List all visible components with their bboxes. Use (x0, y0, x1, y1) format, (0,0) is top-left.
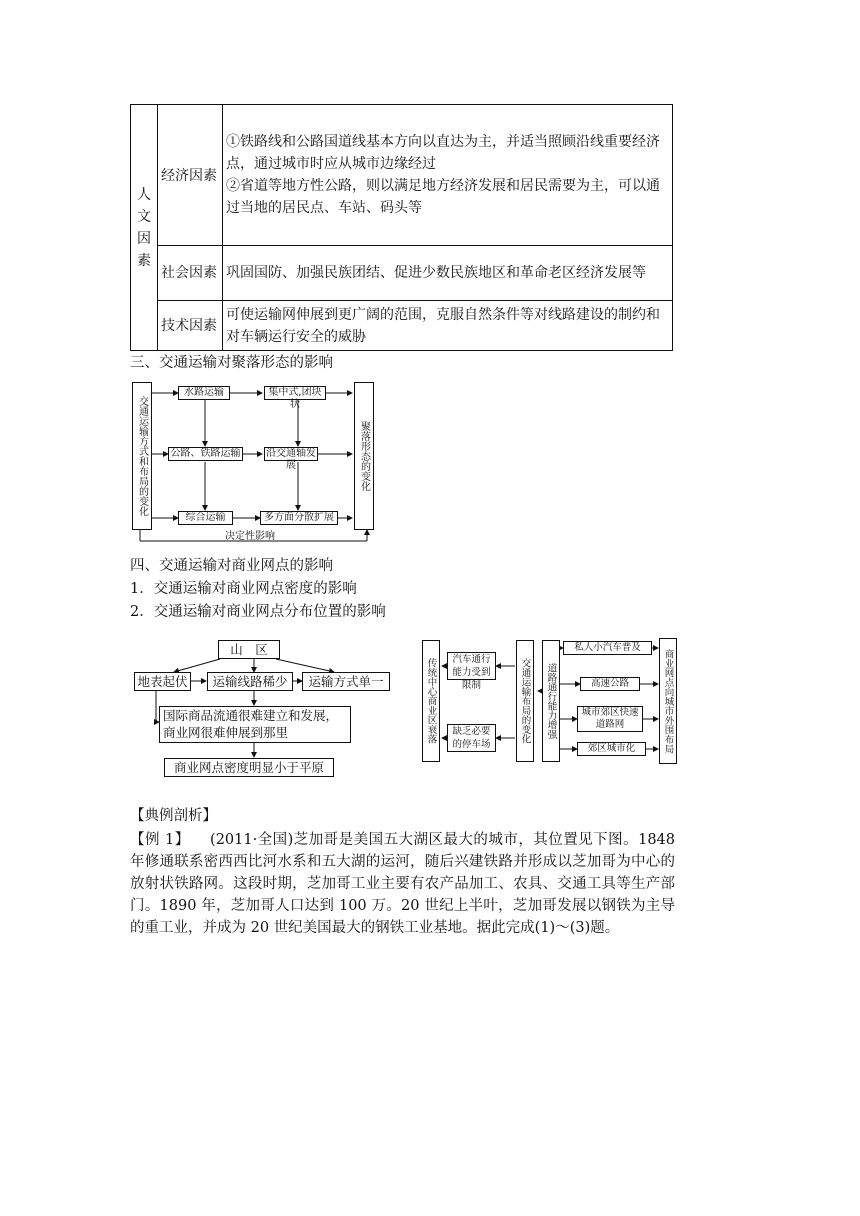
settlement-diagram-lines (130, 378, 375, 543)
transport-factors-table (130, 104, 673, 351)
section4-sub2: 2．交通运输对商业网点分布位置的影响 (130, 604, 386, 620)
trade-difficulty-line-2: 商业网很难伸展到那里 (163, 725, 289, 740)
example-text: (2011·全国)芝加哥是美国五大湖区最大的城市，其位置见下图。1848 年修通联系密西西比河水系和五大湖的运河，随后兴建铁路并形成以芝加哥为中心的放射状铁路网。这段时期，芝加哥工业主要有农产品加工、农具、交通工具等生产部门。1890 年，芝加哥人口达到 100 万。20 世纪上半叶，芝加哥发展以钢铁为主导的重工业，并成为 20 世纪美国最大的钢铁工业基地。据此完成(1)～(3)题。 (130, 832, 675, 936)
highway-box: 高速公路 (580, 677, 640, 691)
factor-cell-economic (158, 105, 223, 246)
commercial-location-diagram (420, 636, 690, 766)
social-line: 巩固国防、加强民族团结、促进少数民族地区和革命老区经济发展等 (226, 265, 646, 281)
compact-form-box: 集中式,团块状 (264, 386, 326, 400)
example-1-paragraph (130, 829, 675, 939)
factor-social: 社会因素 (161, 265, 217, 281)
tech-line: 可使运输网伸展到更广阔的范围，克服自然条件等对线路建设的制约和对车辆运行安全的威胁 (226, 306, 660, 345)
water-transport-box: 水路运输 (178, 386, 230, 400)
private-car-box: 私人小汽车普及 (563, 641, 652, 655)
economic-line-2: ②省道等地方性公路，则以满足地方经济发展和居民需要为主，可以通过当地的居民点、车站、码头等 (226, 178, 660, 216)
outward-layout-box: 商业网点向城市外围布局 (659, 638, 677, 764)
content-cell-social (223, 246, 673, 301)
single-mode-box: 运输方式单一 (302, 672, 390, 691)
factor-economic: 经济因素 (161, 168, 217, 184)
car-capacity-box: 汽车通行能力受到限制 (447, 652, 496, 680)
section4-sub1: 1．交通运输对商业网点密度的影响 (130, 581, 357, 597)
parking-box: 缺乏必要的停车场 (447, 724, 496, 752)
example-tag: 【例 1】 (130, 832, 190, 848)
sparse-lines-box: 运输线路稀少 (207, 672, 293, 691)
economic-line-1: ①铁路线和公路国道线基本方向以直达为主，并适当照顾沿线重要经济点，通过城市时应从城市边缘经过 (226, 134, 660, 172)
mountain-density-diagram (134, 638, 394, 784)
section3-heading: 三、交通运输对聚落形态的影响 (130, 355, 333, 371)
trade-difficulty-box (159, 706, 351, 743)
decisive-influence-label: 决定性影响 (225, 531, 275, 542)
settlement-diagram (130, 378, 375, 543)
factor-cell-tech (158, 301, 223, 351)
section4-heading: 四、交通运输对商业网点的影响 (130, 558, 333, 574)
axial-form-box: 沿交通轴发展 (266, 448, 316, 471)
terrain-box: 地表起伏 (134, 672, 191, 691)
dispersed-form-box: 多方面分散扩展 (260, 511, 338, 525)
suburbanization-box: 郊区城市化 (577, 742, 646, 756)
factor-tech: 技术因素 (161, 317, 217, 334)
road-capacity-box: 道路通行能力增强 (542, 640, 560, 762)
example-heading: 【典例剖析】 (130, 808, 217, 824)
integrated-transport-box: 综合运输 (178, 511, 233, 525)
settlement-change-box: 聚落形态的变化 (354, 382, 374, 530)
suburban-road-box: 城市郊区快速道路网 (577, 706, 643, 732)
transport-layout-change-box: 交通运输布局的变化 (516, 640, 534, 762)
content-cell-economic (223, 105, 673, 246)
low-density-box: 商业网点密度明显小于平原 (164, 758, 334, 777)
group-label: 人文因素 (137, 186, 151, 269)
transport-change-box: 交通运输方式和布局的变化 (132, 382, 152, 530)
trade-difficulty-line-1: 国际商品流通很难建立和发展， (163, 708, 339, 723)
group-label-cell (131, 105, 158, 351)
content-cell-tech (223, 301, 673, 351)
mountain-box: 山 区 (218, 640, 280, 659)
factor-cell-social (158, 246, 223, 301)
traditional-cbd-box: 传统中心商业区衰落 (422, 640, 440, 762)
road-rail-transport-box: 公路、铁路运输 (168, 447, 243, 461)
